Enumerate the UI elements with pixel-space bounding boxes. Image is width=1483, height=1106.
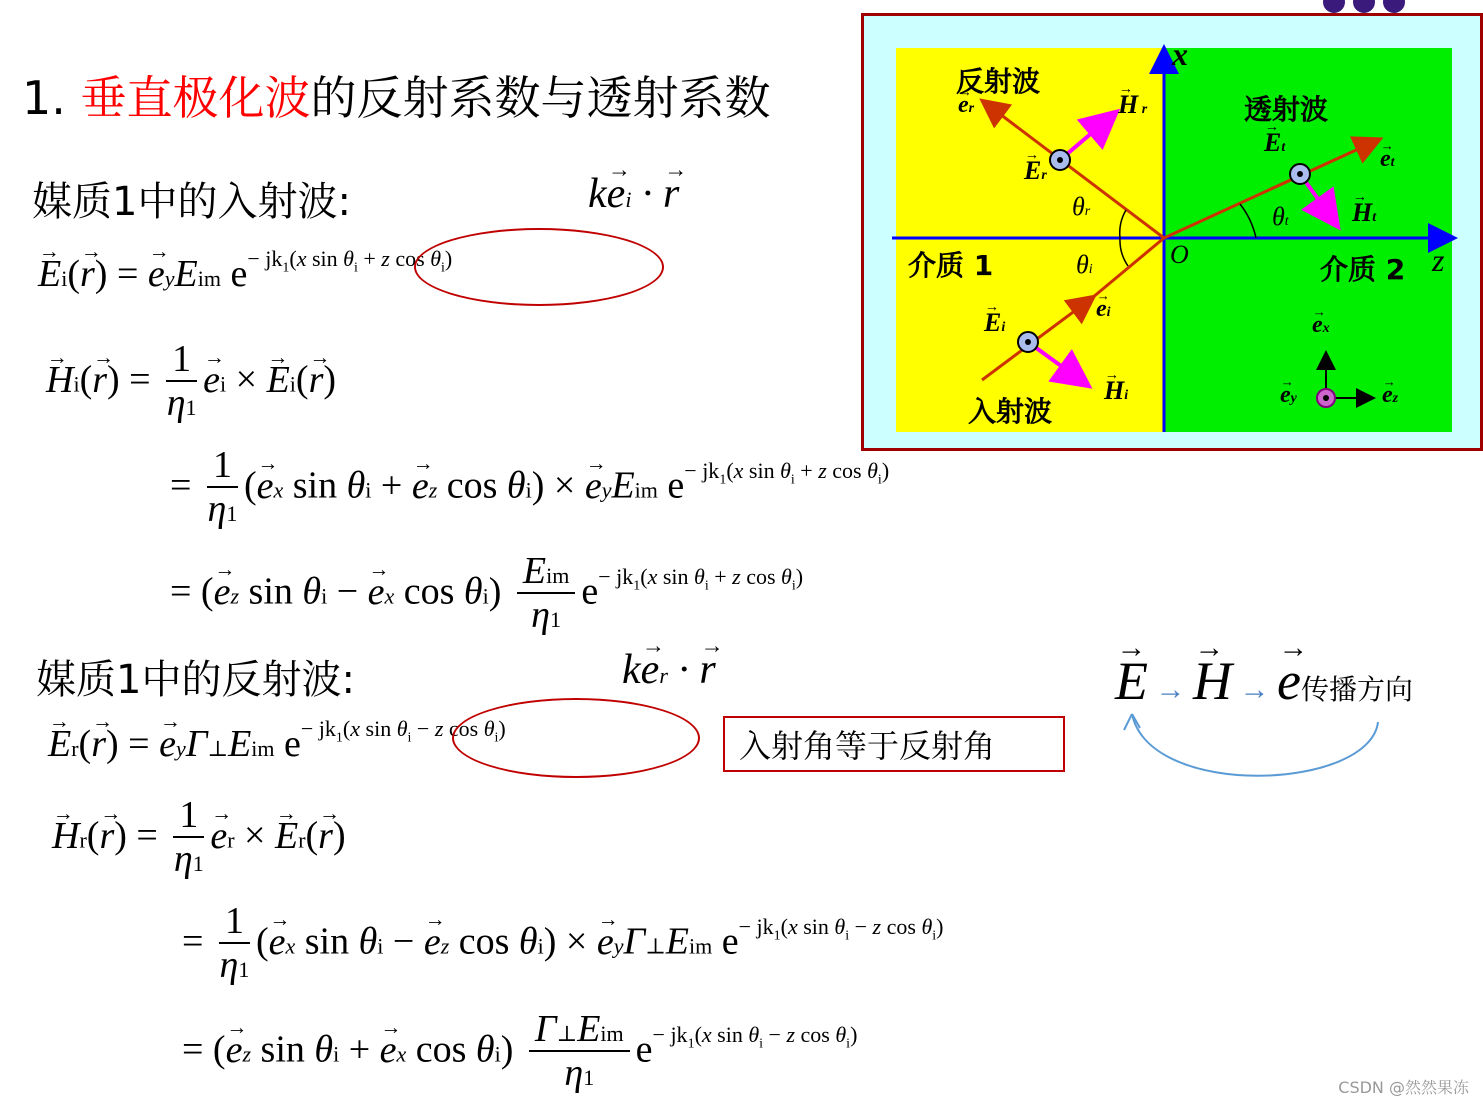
label-reflected-wave: 反射波 — [956, 65, 1041, 98]
watermark: CSDN @然然果冻 — [1338, 1078, 1469, 1097]
chain-loop-arrow — [1110, 700, 1400, 800]
eq-reflected-e: → Er(→ r) = → eyΓ⊥Eim $e^{- jk_1(x sin \theta_i - z cos \theta_i)}$ — [48, 722, 506, 766]
e-incident-dot — [1018, 332, 1038, 352]
label-ei: → ei — [1096, 296, 1111, 323]
label-theta-r: θr — [1072, 192, 1091, 221]
chain-label: 传播方向 — [1300, 673, 1413, 706]
label-hi: → Hi — [1104, 376, 1128, 406]
triad-ey-dot — [1317, 389, 1335, 407]
highlight-ellipse-reflected — [452, 698, 700, 778]
label-origin: O — [1170, 240, 1189, 269]
incident-section-label: 媒质1中的入射波: — [32, 179, 351, 225]
label-theta-t: θt — [1272, 202, 1289, 231]
e-reflected-dot — [1050, 150, 1070, 170]
eq-incident-h-expand: = $\frac{1}{\eta 1}$ (→ ex sin θi + → ez cos θi) × → eyEim $e^{- jk_1(x sin \theta_i + z cos \theta_i)}$ — [170, 446, 889, 532]
eq-incident-h-result: = (→ ez sin θi − → ex cos θi) $\frac{\text{Eim}}{\eta 1}$ $e^{- jk_1(x sin \theta_i + z cos \theta_i)}$ — [170, 552, 803, 638]
eq-reflected-h: → Hr(→ r) = $\frac{1}{\eta 1}$ → er × → Er(→ r) — [52, 796, 346, 882]
label-medium2: 介质 2 — [1320, 253, 1406, 286]
label-ez: → ez — [1382, 382, 1398, 409]
highlight-ellipse-incident — [414, 228, 664, 306]
label-ex: → ex — [1312, 312, 1330, 339]
reflected-phase: k→ er · → r — [622, 646, 716, 694]
label-Ei: → Ei — [984, 308, 1005, 338]
label-ey: → ey — [1280, 382, 1297, 409]
page-title — [22, 62, 771, 128]
title-rest: 的反射系数与透射系数 — [310, 71, 771, 125]
e-transmitted-dot — [1290, 164, 1310, 184]
eq-incident-e: → Ei(→ r) = → eyEim $e^{- jk_1(x sin \theta_i + z cos \theta_i)}$ — [38, 252, 452, 296]
eq-reflected-h-result: = (→ ez sin θi + → ex cos θi) $\frac{\text{Γ⊥Eim}}{\eta 1}$ $e^{- jk_1(x sin \theta_i - z cos \theta_i)}$ — [182, 1010, 857, 1096]
label-theta-i: θi — [1076, 250, 1093, 279]
label-axis-z: z — [1432, 242, 1445, 278]
eq-reflected-h-expand: = $\frac{1}{\eta 1}$ (→ ex sin θi − → ez cos θi) × → eyΓ⊥Eim $e^{- jk_1(x sin \theta_i - z cos \theta_i)}$ — [182, 902, 943, 988]
diagram-panel — [861, 13, 1483, 451]
label-axis-x: x — [1172, 36, 1188, 72]
title-number: 1. — [22, 71, 66, 125]
note-box: 入射角等于反射角 — [723, 716, 1065, 772]
decor-dots — [1290, 0, 1410, 14]
label-Er: → Er — [1024, 156, 1047, 186]
reflected-section-label: 媒质1中的反射波: — [36, 657, 355, 703]
label-medium1: 介质 1 — [908, 249, 994, 282]
label-Et: → Et — [1264, 128, 1285, 158]
label-incident-wave: 入射波 — [968, 395, 1053, 428]
label-et: → et — [1380, 146, 1395, 173]
propagation-chain: → E → → H → → e传播方向 — [1115, 650, 1413, 712]
label-transmitted-wave: 透射波 — [1244, 93, 1329, 126]
incident-phase: k→ ei · → r — [588, 170, 679, 218]
eq-incident-h: → Hi(→ r) = $\frac{1}{\eta 1}$ → ei × → Ei(→ r) — [46, 340, 336, 426]
title-highlight: 垂直极化波 — [80, 71, 311, 125]
label-hr: → H r — [1118, 90, 1147, 120]
label-er: → er — [958, 92, 974, 119]
label-ht: → Ht — [1352, 198, 1376, 228]
